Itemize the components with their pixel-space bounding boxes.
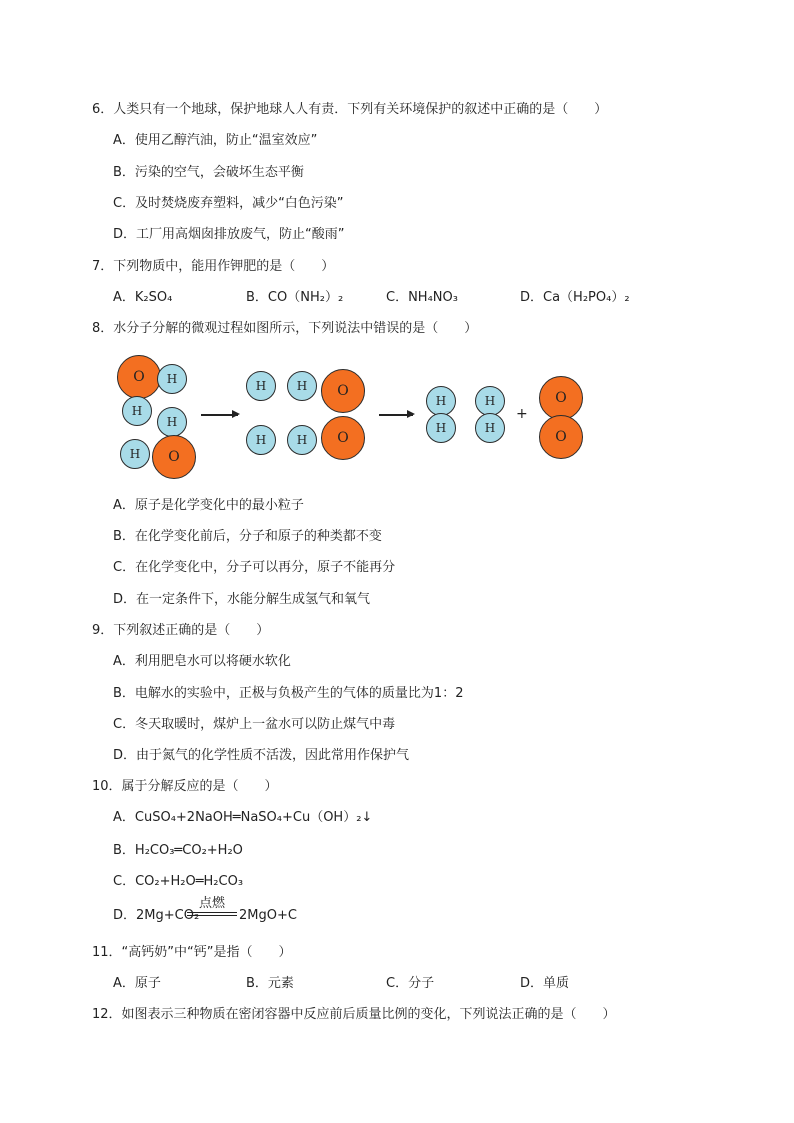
question-9-stem: 9．下列叙述正确的是（ ）	[92, 623, 270, 638]
condition-label: 点燃	[198, 896, 225, 911]
hydrogen-atom: H	[475, 413, 505, 443]
equation-right: 2MgO+C	[239, 908, 297, 923]
question-11-option-a: A．原子	[113, 976, 161, 991]
oxygen-atom: O	[117, 355, 161, 399]
question-7-option-a: A．K₂SO₄	[113, 290, 173, 305]
equation-left: D．2Mg+CO₂	[113, 908, 200, 923]
equals-bar-top	[187, 912, 237, 913]
question-6-option-a: A．使用乙醇汽油，防止“温室效应”	[113, 133, 318, 148]
reaction-condition	[187, 896, 237, 916]
oxygen-atom: O	[321, 369, 365, 413]
question-9-option-c: C．冬天取暖时，煤炉上一盆水可以防止煤气中毒	[113, 717, 396, 732]
question-10-stem: 10．属于分解反应的是（ ）	[92, 779, 278, 794]
oxygen-atom: O	[321, 416, 365, 460]
question-6-option-b: B．污染的空气，会破坏生态平衡	[113, 165, 304, 180]
question-11-option-c: C．分子	[386, 976, 435, 991]
hydrogen-atom: H	[157, 407, 187, 437]
question-9-option-b: B．电解水的实验中，正极与负极产生的气体的质量比为1：2	[113, 686, 464, 701]
hydrogen-atom: H	[246, 425, 276, 455]
hydrogen-atom: H	[475, 386, 505, 416]
question-9-option-a: A．利用肥皂水可以将硬水软化	[113, 654, 291, 669]
question-10-option-b: B．H₂CO₃═CO₂+H₂O	[113, 843, 243, 858]
question-12-stem: 12．如图表示三种物质在密闭容器中反应前后质量比例的变化，下列说法正确的是（ ）	[92, 1007, 616, 1022]
hydrogen-atom: H	[426, 413, 456, 443]
hydrogen-atom: H	[246, 371, 276, 401]
hydrogen-atom: H	[122, 396, 152, 426]
question-6-stem: 6．人类只有一个地球，保护地球人人有责．下列有关环境保护的叙述中正确的是（ ）	[92, 102, 608, 117]
question-7-option-d: D．Ca（H₂PO₄）₂	[520, 290, 630, 305]
question-7-option-c: C．NH₄NO₃	[386, 290, 458, 305]
question-10-option-a: A．CuSO₄+2NaOH═NaSO₄+Cu（OH）₂↓	[113, 810, 373, 825]
hydrogen-atom: H	[287, 371, 317, 401]
reaction-arrow-icon	[201, 414, 238, 416]
oxygen-atom: O	[539, 376, 583, 420]
reaction-arrow-icon	[379, 414, 413, 416]
hydrogen-atom: H	[120, 439, 150, 469]
question-11-stem: 11．“高钙奶”中“钙”是指（ ）	[92, 945, 292, 960]
question-7-option-b: B．CO（NH₂）₂	[246, 290, 344, 305]
question-8-stem: 8．水分子分解的微观过程如图所示，下列说法中错误的是（ ）	[92, 321, 478, 336]
hydrogen-atom: H	[287, 425, 317, 455]
question-8-option-c: C．在化学变化中，分子可以再分，原子不能再分	[113, 560, 396, 575]
oxygen-atom: O	[152, 435, 196, 479]
question-8-option-d: D．在一定条件下，水能分解生成氢气和氧气	[113, 592, 371, 607]
question-11-option-d: D．单质	[520, 976, 570, 991]
question-6-option-d: D．工厂用高烟囱排放废气，防止“酸雨”	[113, 227, 345, 242]
hydrogen-atom: H	[426, 386, 456, 416]
question-7-stem: 7．下列物质中，能用作钾肥的是（ ）	[92, 259, 335, 274]
question-8-option-b: B．在化学变化前后，分子和原子的种类都不变	[113, 529, 382, 544]
question-9-option-d: D．由于氮气的化学性质不活泼，因此常用作保护气	[113, 748, 410, 763]
question-10-option-c: C．CO₂+H₂O═H₂CO₃	[113, 874, 244, 889]
equals-bar-bottom	[187, 915, 237, 916]
question-6-option-c: C．及时焚烧废弃塑料，减少“白色污染”	[113, 196, 344, 211]
oxygen-atom: O	[539, 415, 583, 459]
question-8-option-a: A．原子是化学变化中的最小粒子	[113, 498, 304, 513]
hydrogen-atom: H	[157, 364, 187, 394]
plus-sign: +	[516, 406, 528, 422]
question-11-option-b: B．元素	[246, 976, 294, 991]
